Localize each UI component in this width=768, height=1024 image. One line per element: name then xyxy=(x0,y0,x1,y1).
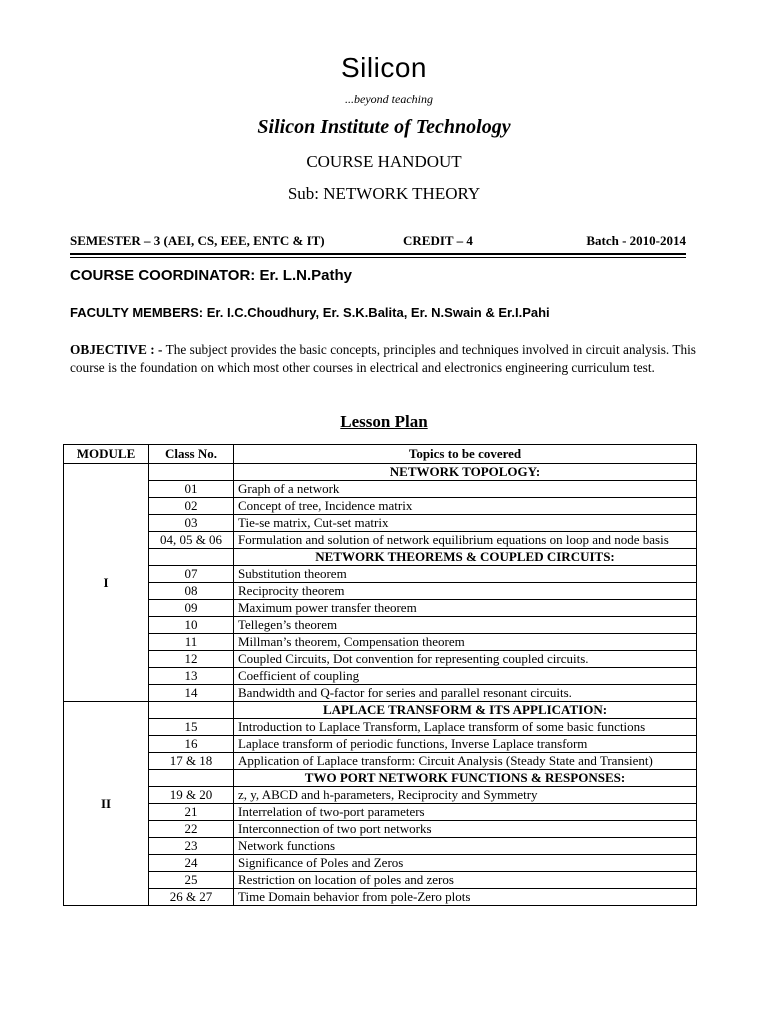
class-number: 02 xyxy=(149,498,234,515)
class-number: 14 xyxy=(149,685,234,702)
logo-tagline: ...beyond teaching xyxy=(345,92,433,106)
class-number: 25 xyxy=(149,872,234,889)
table-row xyxy=(64,804,697,821)
table-header-row xyxy=(64,445,697,464)
faculty-members: FACULTY MEMBERS: Er. I.C.Choudhury, Er. S.K.Balita, Er. N.Swain & Er.I.Pahi xyxy=(70,305,550,320)
section-row xyxy=(64,549,697,566)
class-number: 21 xyxy=(149,804,234,821)
table-row xyxy=(64,515,697,532)
table-row xyxy=(64,634,697,651)
section-row xyxy=(64,770,697,787)
topic: Network functions xyxy=(234,838,697,855)
class-number: 08 xyxy=(149,583,234,600)
table-row xyxy=(64,481,697,498)
topic: Reciprocity theorem xyxy=(234,583,697,600)
section-class-cell xyxy=(149,770,234,787)
class-number: 07 xyxy=(149,566,234,583)
table-row xyxy=(64,753,697,770)
header-topics: Topics to be covered xyxy=(234,445,697,464)
topic: Significance of Poles and Zeros xyxy=(234,855,697,872)
section-class-cell xyxy=(149,549,234,566)
topic: Interrelation of two-port parameters xyxy=(234,804,697,821)
objective-paragraph xyxy=(70,341,696,377)
topic: Coefficient of coupling xyxy=(234,668,697,685)
document-type: COURSE HANDOUT xyxy=(306,152,462,171)
topic: Tie-se matrix, Cut-set matrix xyxy=(234,515,697,532)
class-number: 03 xyxy=(149,515,234,532)
class-number: 12 xyxy=(149,651,234,668)
topic: Laplace transform of periodic functions, Inverse Laplace transform xyxy=(234,736,697,753)
topic: Interconnection of two port networks xyxy=(234,821,697,838)
institute-name: Silicon Institute of Technology xyxy=(257,116,511,138)
table-row xyxy=(64,651,697,668)
table-row xyxy=(64,498,697,515)
section-title: LAPLACE TRANSFORM & ITS APPLICATION: xyxy=(234,702,697,719)
topic: Bandwidth and Q-factor for series and parallel resonant circuits. xyxy=(234,685,697,702)
module-cell: I xyxy=(64,464,149,702)
objective-label: OBJECTIVE : - xyxy=(70,342,163,357)
class-number: 24 xyxy=(149,855,234,872)
class-number: 19 & 20 xyxy=(149,787,234,804)
section-class-cell xyxy=(149,702,234,719)
topic: Millman’s theorem, Compensation theorem xyxy=(234,634,697,651)
table-row xyxy=(64,583,697,600)
topic: Tellegen’s theorem xyxy=(234,617,697,634)
section-row xyxy=(64,464,697,481)
table-row xyxy=(64,719,697,736)
class-number: 04, 05 & 06 xyxy=(149,532,234,549)
topic: Coupled Circuits, Dot convention for representing coupled circuits. xyxy=(234,651,697,668)
table-row xyxy=(64,838,697,855)
header-class-no: Class No. xyxy=(149,445,234,464)
table-row xyxy=(64,532,697,549)
class-number: 11 xyxy=(149,634,234,651)
table-row xyxy=(64,736,697,753)
class-number: 01 xyxy=(149,481,234,498)
topic: z, y, ABCD and h-parameters, Reciprocity and Symmetry xyxy=(234,787,697,804)
table-row xyxy=(64,668,697,685)
table-row xyxy=(64,685,697,702)
credit-info: CREDIT – 4 xyxy=(403,233,473,248)
topic: Time Domain behavior from pole-Zero plots xyxy=(234,889,697,906)
section-class-cell xyxy=(149,464,234,481)
section-row xyxy=(64,702,697,719)
table-row xyxy=(64,617,697,634)
table-row xyxy=(64,821,697,838)
objective-text: The subject provides the basic concepts, principles and techniques involved in circuit analysis. This course is the foundation on which most other courses in electrical and electronics engineering curriculum test. xyxy=(70,342,696,375)
section-title: TWO PORT NETWORK FUNCTIONS & RESPONSES: xyxy=(234,770,697,787)
table-row xyxy=(64,787,697,804)
topic: Substitution theorem xyxy=(234,566,697,583)
topic: Application of Laplace transform: Circuit Analysis (Steady State and Transient) xyxy=(234,753,697,770)
topic: Introduction to Laplace Transform, Laplace transform of some basic functions xyxy=(234,719,697,736)
topic: Maximum power transfer theorem xyxy=(234,600,697,617)
topic: Formulation and solution of network equilibrium equations on loop and node basis xyxy=(234,532,697,549)
class-number: 09 xyxy=(149,600,234,617)
semester-row xyxy=(70,233,686,249)
section-title: NETWORK THEOREMS & COUPLED CIRCUITS: xyxy=(234,549,697,566)
topic: Concept of tree, Incidence matrix xyxy=(234,498,697,515)
class-number: 26 & 27 xyxy=(149,889,234,906)
section-title: NETWORK TOPOLOGY: xyxy=(234,464,697,481)
class-number: 10 xyxy=(149,617,234,634)
header-module: MODULE xyxy=(64,445,149,464)
class-number: 23 xyxy=(149,838,234,855)
subject-title: Sub: NETWORK THEORY xyxy=(287,184,481,203)
table-row xyxy=(64,889,697,906)
class-number: 15 xyxy=(149,719,234,736)
table-row xyxy=(64,855,697,872)
lesson-plan-table xyxy=(63,444,697,906)
batch-info: Batch - 2010-2014 xyxy=(586,233,686,248)
silicon-logo: Silicon xyxy=(341,52,427,83)
class-number: 13 xyxy=(149,668,234,685)
lesson-plan-body xyxy=(64,464,697,906)
course-coordinator: COURSE COORDINATOR: Er. L.N.Pathy xyxy=(70,267,352,284)
header-rule-thin xyxy=(70,257,686,258)
table-row xyxy=(64,600,697,617)
topic: Restriction on location of poles and zeros xyxy=(234,872,697,889)
lesson-plan-title: Lesson Plan xyxy=(340,412,428,431)
class-number: 22 xyxy=(149,821,234,838)
module-cell: II xyxy=(64,702,149,906)
semester-info: SEMESTER – 3 (AEI, CS, EEE, ENTC & IT) xyxy=(70,233,325,248)
class-number: 16 xyxy=(149,736,234,753)
table-row xyxy=(64,566,697,583)
table-row xyxy=(64,872,697,889)
topic: Graph of a network xyxy=(234,481,697,498)
header-rule-thick xyxy=(70,253,686,255)
class-number: 17 & 18 xyxy=(149,753,234,770)
